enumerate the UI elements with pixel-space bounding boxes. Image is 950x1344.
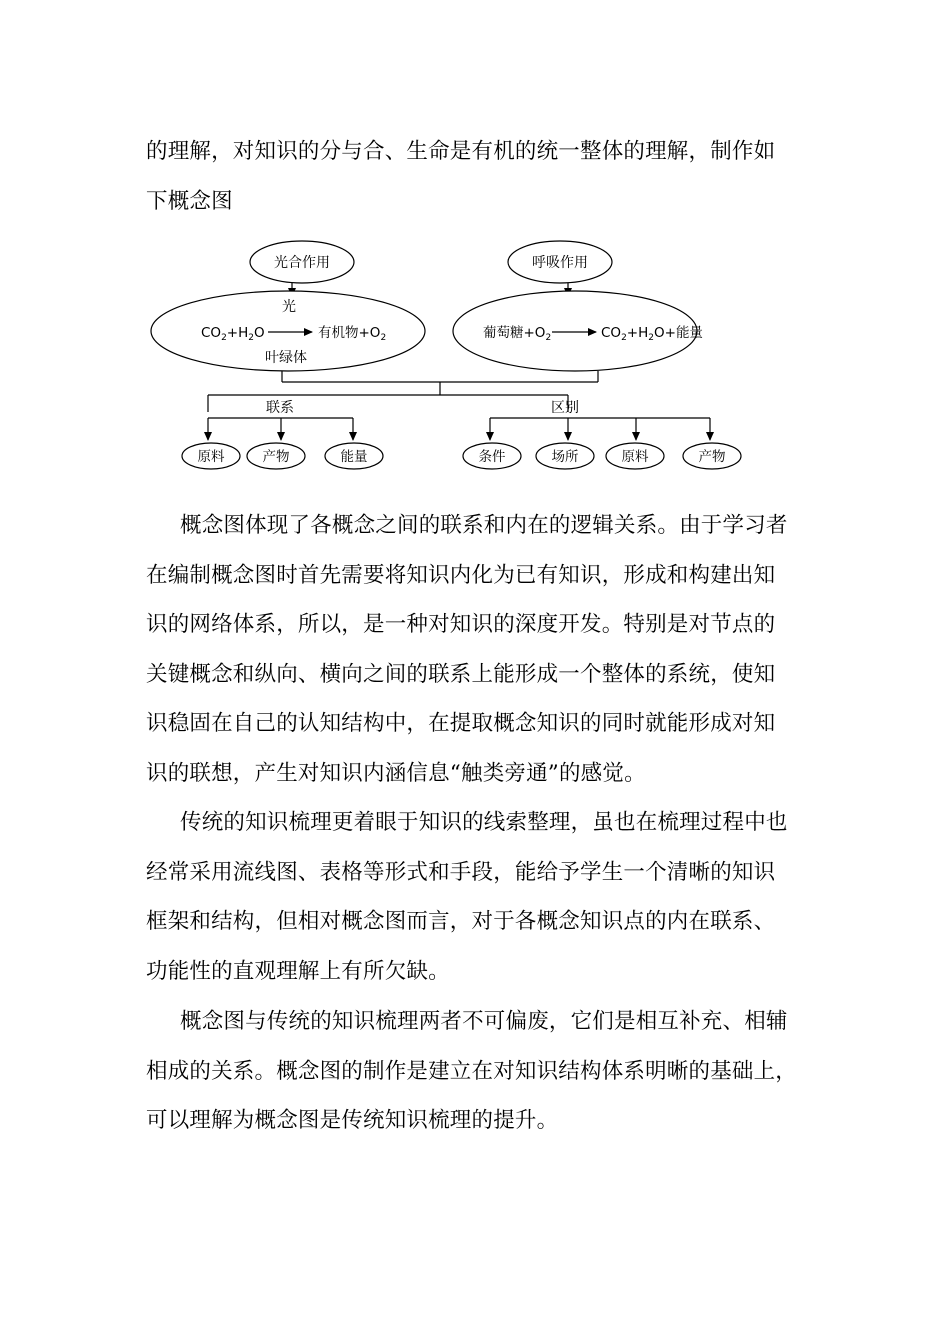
paragraph-line: 识稳固在自己的认知结构中，在提取概念知识的同时就能形成对知: [146, 711, 776, 736]
paragraph-2: [146, 798, 811, 996]
paragraph-1: [146, 501, 811, 798]
paragraph-line: 传统的知识梳理更着眼于知识的线索整理，虽也在梳理过程中也: [180, 810, 788, 835]
connection-leaf-energy: [325, 443, 383, 469]
paragraph-line: 功能性的直观理解上有所欠缺。: [146, 958, 450, 984]
respiration-equation-node: [453, 291, 703, 371]
respiration-reactants: 葡萄糖$+O_2$: [483, 325, 552, 343]
photosynthesis-title: 光合作用: [274, 255, 330, 271]
difference-leaf-products: [683, 443, 741, 469]
chloroplast-label: 叶绿体: [265, 350, 307, 366]
paragraph-line: 相成的关系。概念图的制作是建立在对知识结构体系明晰的基础上，: [146, 1058, 798, 1084]
svg-text:产物: 产物: [262, 449, 290, 465]
respiration-title: 呼吸作用: [532, 255, 588, 271]
connection-leaf-raw-materials: [182, 443, 240, 469]
svg-text:条件: 条件: [478, 449, 506, 465]
respiration-title-node: [508, 241, 612, 283]
paragraph-line: 框架和结构，但相对概念图而言，对于各概念知识点的内在联系、: [146, 909, 776, 934]
difference-leaf-conditions: [463, 443, 521, 469]
difference-leaf-raw-materials: [606, 443, 664, 469]
paragraph-line: 识的联想，产生对知识内涵信息“触类旁通”的感觉。: [146, 760, 646, 786]
paragraph-line: 概念图体现了各概念之间的联系和内在的逻辑关系。由于学习者: [180, 513, 788, 538]
svg-text:能量: 能量: [340, 449, 368, 465]
paragraph-3: [146, 997, 811, 1146]
photosynthesis-title-node: [250, 241, 354, 283]
paragraph-line: 关键概念和纵向、横向之间的联系上能形成一个整体的系统，使知: [146, 661, 776, 687]
paragraph-line: 在编制概念图时首先需要将知识内化为已有知识，形成和构建出知: [146, 562, 776, 588]
light-condition-label: 光: [282, 299, 296, 315]
connection-label: 联系: [266, 400, 294, 416]
photosynthesis-equation-node: [151, 291, 425, 371]
svg-text:原料: 原料: [197, 449, 225, 465]
svg-text:原料: 原料: [621, 449, 649, 465]
intro-line-2: 下概念图: [146, 188, 233, 214]
paragraph-line: 识的网络体系，所以，是一种对知识的深度开发。特别是对节点的: [146, 612, 776, 637]
intro-line-1: 的理解，对知识的分与合、生命是有机的统一整体的理解，制作如: [146, 139, 776, 164]
respiration-products: $CO_2+H_2O+$能量: [601, 325, 703, 343]
connection-branch: [208, 418, 353, 440]
svg-text:产物: 产物: [698, 449, 726, 465]
photosynthesis-products: 有机物$+O_2$: [318, 325, 387, 343]
paragraph-line: 经常采用流线图、表格等形式和手段，能给予学生一个清晰的知识: [146, 859, 776, 885]
paragraph-line: 可以理解为概念图是传统知识梳理的提升。: [146, 1108, 559, 1133]
difference-label: 区别: [551, 400, 579, 416]
paragraph-line: 概念图与传统的知识梳理两者不可偏废，它们是相互补充、相辅: [180, 1009, 788, 1034]
difference-branch: [490, 418, 710, 440]
photosynthesis-reactants: $CO_2+H_2O$: [201, 325, 265, 343]
difference-leaf-location: [536, 443, 594, 469]
svg-text:场所: 场所: [551, 449, 579, 465]
connection-leaf-products: [247, 443, 305, 469]
